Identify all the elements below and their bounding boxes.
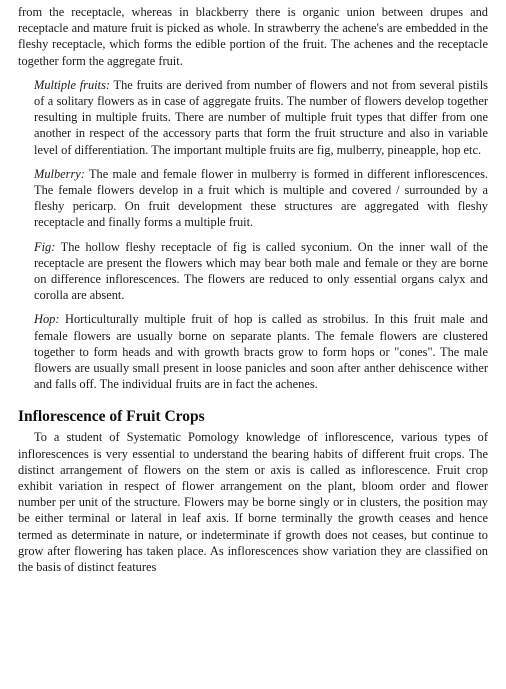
section-heading: Inflorescence of Fruit Crops	[18, 408, 205, 426]
fig-text: The hollow fleshy receptacle of fig is called syconium. On the inner wall of the receptacle are present the flowers which may bear both male and female or they are borne on difference inflorescences. The flowers are reduced to only essential organs calyx and corolla are absent.	[34, 239, 488, 303]
section-paragraph: To a student of Systematic Pomology knowledge of inflorescence, various types of inflorescences is very essential to understand the bearing habits of different fruit crops. The distinct arrangement of flowers on the stem or axis is called as inflorescence. Fruit crop exhibit variation in respect of flower arrangement on the plant, bloom order and flower number per unit of the structure. Flowers may be borne singly or in clusters, the position may be either terminal or lateral in leaf axis. If borne terminally the growth ceases and hence termed as determinate in nature, or indeterminate if growth does not ceases, but continue to grow after flowering has taken place. As inflorescences show variation they are classified on the basis of distinct features	[18, 430, 488, 575]
fig-term: Fig:	[34, 239, 56, 254]
multiple-fruits-paragraph	[18, 77, 488, 158]
fig-paragraph	[18, 239, 488, 304]
hop-paragraph	[18, 311, 488, 392]
mulberry-text: The male and female flower in mulberry is formed in different inflorescences. The female flowers develop in a fruit which is multiple and covered / surrounded by a fleshy pericarp. On fruit development these structures are aggregated with fleshy receptacle and finally forms a multiple fruit.	[34, 166, 488, 230]
mulberry-term: Mulberry:	[34, 166, 85, 181]
multiple-fruits-term: Multiple fruits:	[34, 77, 111, 92]
document-page	[18, 4, 488, 575]
multiple-fruits-text: The fruits are derived from number of flowers and not from several pistils of a solitary flowers as in case of aggregate fruits. The number of flowers develop together resulting in multiple fruits. There are number of multiple fruit types that differ from one another in respect of the accessory parts that form the fruit structure and also in variable level of differentiation. The important multiple fruits are fig, mulberry, pineapple, hop etc.	[34, 77, 488, 157]
hop-text: Horticulturally multiple fruit of hop is called as strobilus. In this fruit male and female flowers are usually borne on separate plants. The female flowers are clustered together to form heads and with growth bracts grow to form hops or "cones". The male flowers are usually small present in loose panicles and soon after anther dehiscence wither and falls off. The individual fruits are in fact the achenes.	[34, 312, 488, 392]
hop-term: Hop:	[34, 312, 60, 327]
intro-paragraph: from the receptacle, whereas in blackberry there is organic union between drupes and receptacle and mature fruit is picked as whole. In strawberry the achene's are embedded in the fleshy receptacle, which forms the edible portion of the fruit. The achenes and the receptacle together form the aggregate fruit.	[18, 5, 488, 68]
mulberry-paragraph	[18, 166, 488, 231]
